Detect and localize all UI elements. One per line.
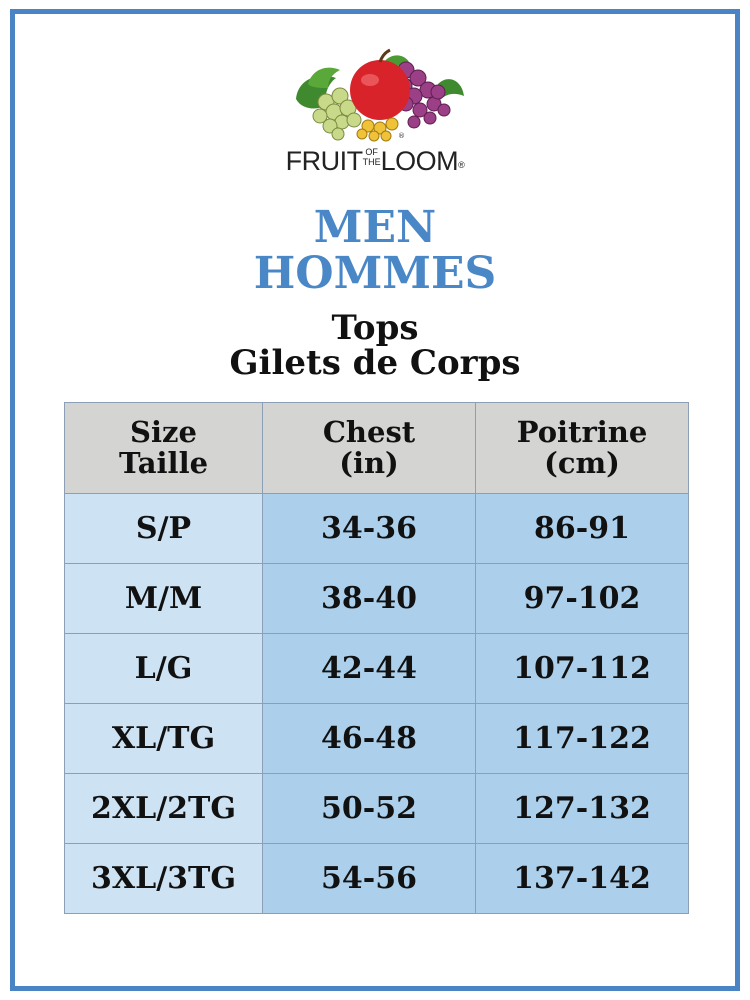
brand-name-small bbox=[363, 147, 381, 167]
table-row bbox=[65, 634, 689, 704]
brand-name-part2: LOOM bbox=[380, 146, 459, 176]
table-header-row bbox=[65, 403, 689, 494]
size-cell: M/M bbox=[65, 564, 263, 634]
title-french: HOMMES bbox=[253, 248, 497, 299]
poitrine-cm-cell: 127-132 bbox=[476, 774, 689, 844]
chest-in-cell: 50-52 bbox=[263, 774, 476, 844]
header-size bbox=[65, 403, 263, 494]
title-english: MEN bbox=[313, 202, 437, 253]
chest-in-cell: 54-56 bbox=[263, 844, 476, 914]
table-row bbox=[65, 494, 689, 564]
table-row bbox=[65, 564, 689, 634]
brand-name-part1: FRUIT bbox=[285, 146, 363, 176]
chest-in-cell: 42-44 bbox=[263, 634, 476, 704]
header-chest-line1: Chest bbox=[322, 415, 416, 449]
fruit-cluster-logo-icon bbox=[288, 44, 468, 144]
header-chest bbox=[263, 403, 476, 494]
header-size-line1: Size bbox=[130, 415, 197, 449]
size-cell: 3XL/3TG bbox=[65, 844, 263, 914]
size-cell: 2XL/2TG bbox=[65, 774, 263, 844]
table-row bbox=[65, 774, 689, 844]
chest-in-cell: 34-36 bbox=[263, 494, 476, 564]
table-row bbox=[65, 844, 689, 914]
registered-mark: ® bbox=[458, 160, 465, 170]
subtitle-english: Tops bbox=[331, 308, 419, 348]
header-poitrine bbox=[476, 403, 689, 494]
poitrine-cm-cell: 97-102 bbox=[476, 564, 689, 634]
table-row bbox=[65, 704, 689, 774]
size-cell: L/G bbox=[65, 634, 263, 704]
brand-name-small-bottom: THE bbox=[362, 157, 381, 167]
brand-wordmark bbox=[0, 146, 750, 177]
poitrine-cm-cell: 137-142 bbox=[476, 844, 689, 914]
subtitle-french: Gilets de Corps bbox=[229, 343, 521, 383]
poitrine-cm-cell: 86-91 bbox=[476, 494, 689, 564]
header-poitrine-line2: (cm) bbox=[544, 446, 620, 480]
header-chest-line2: (in) bbox=[339, 446, 399, 480]
header-size-line2: Taille bbox=[118, 446, 209, 480]
chest-in-cell: 38-40 bbox=[263, 564, 476, 634]
size-chart-table bbox=[64, 402, 689, 914]
chest-in-cell: 46-48 bbox=[263, 704, 476, 774]
poitrine-cm-cell: 107-112 bbox=[476, 634, 689, 704]
svg-text:®: ® bbox=[398, 132, 405, 140]
poitrine-cm-cell: 117-122 bbox=[476, 704, 689, 774]
size-cell: S/P bbox=[65, 494, 263, 564]
brand-name-small-top: OF bbox=[365, 147, 378, 157]
size-cell: XL/TG bbox=[65, 704, 263, 774]
header-poitrine-line1: Poitrine bbox=[516, 415, 648, 449]
